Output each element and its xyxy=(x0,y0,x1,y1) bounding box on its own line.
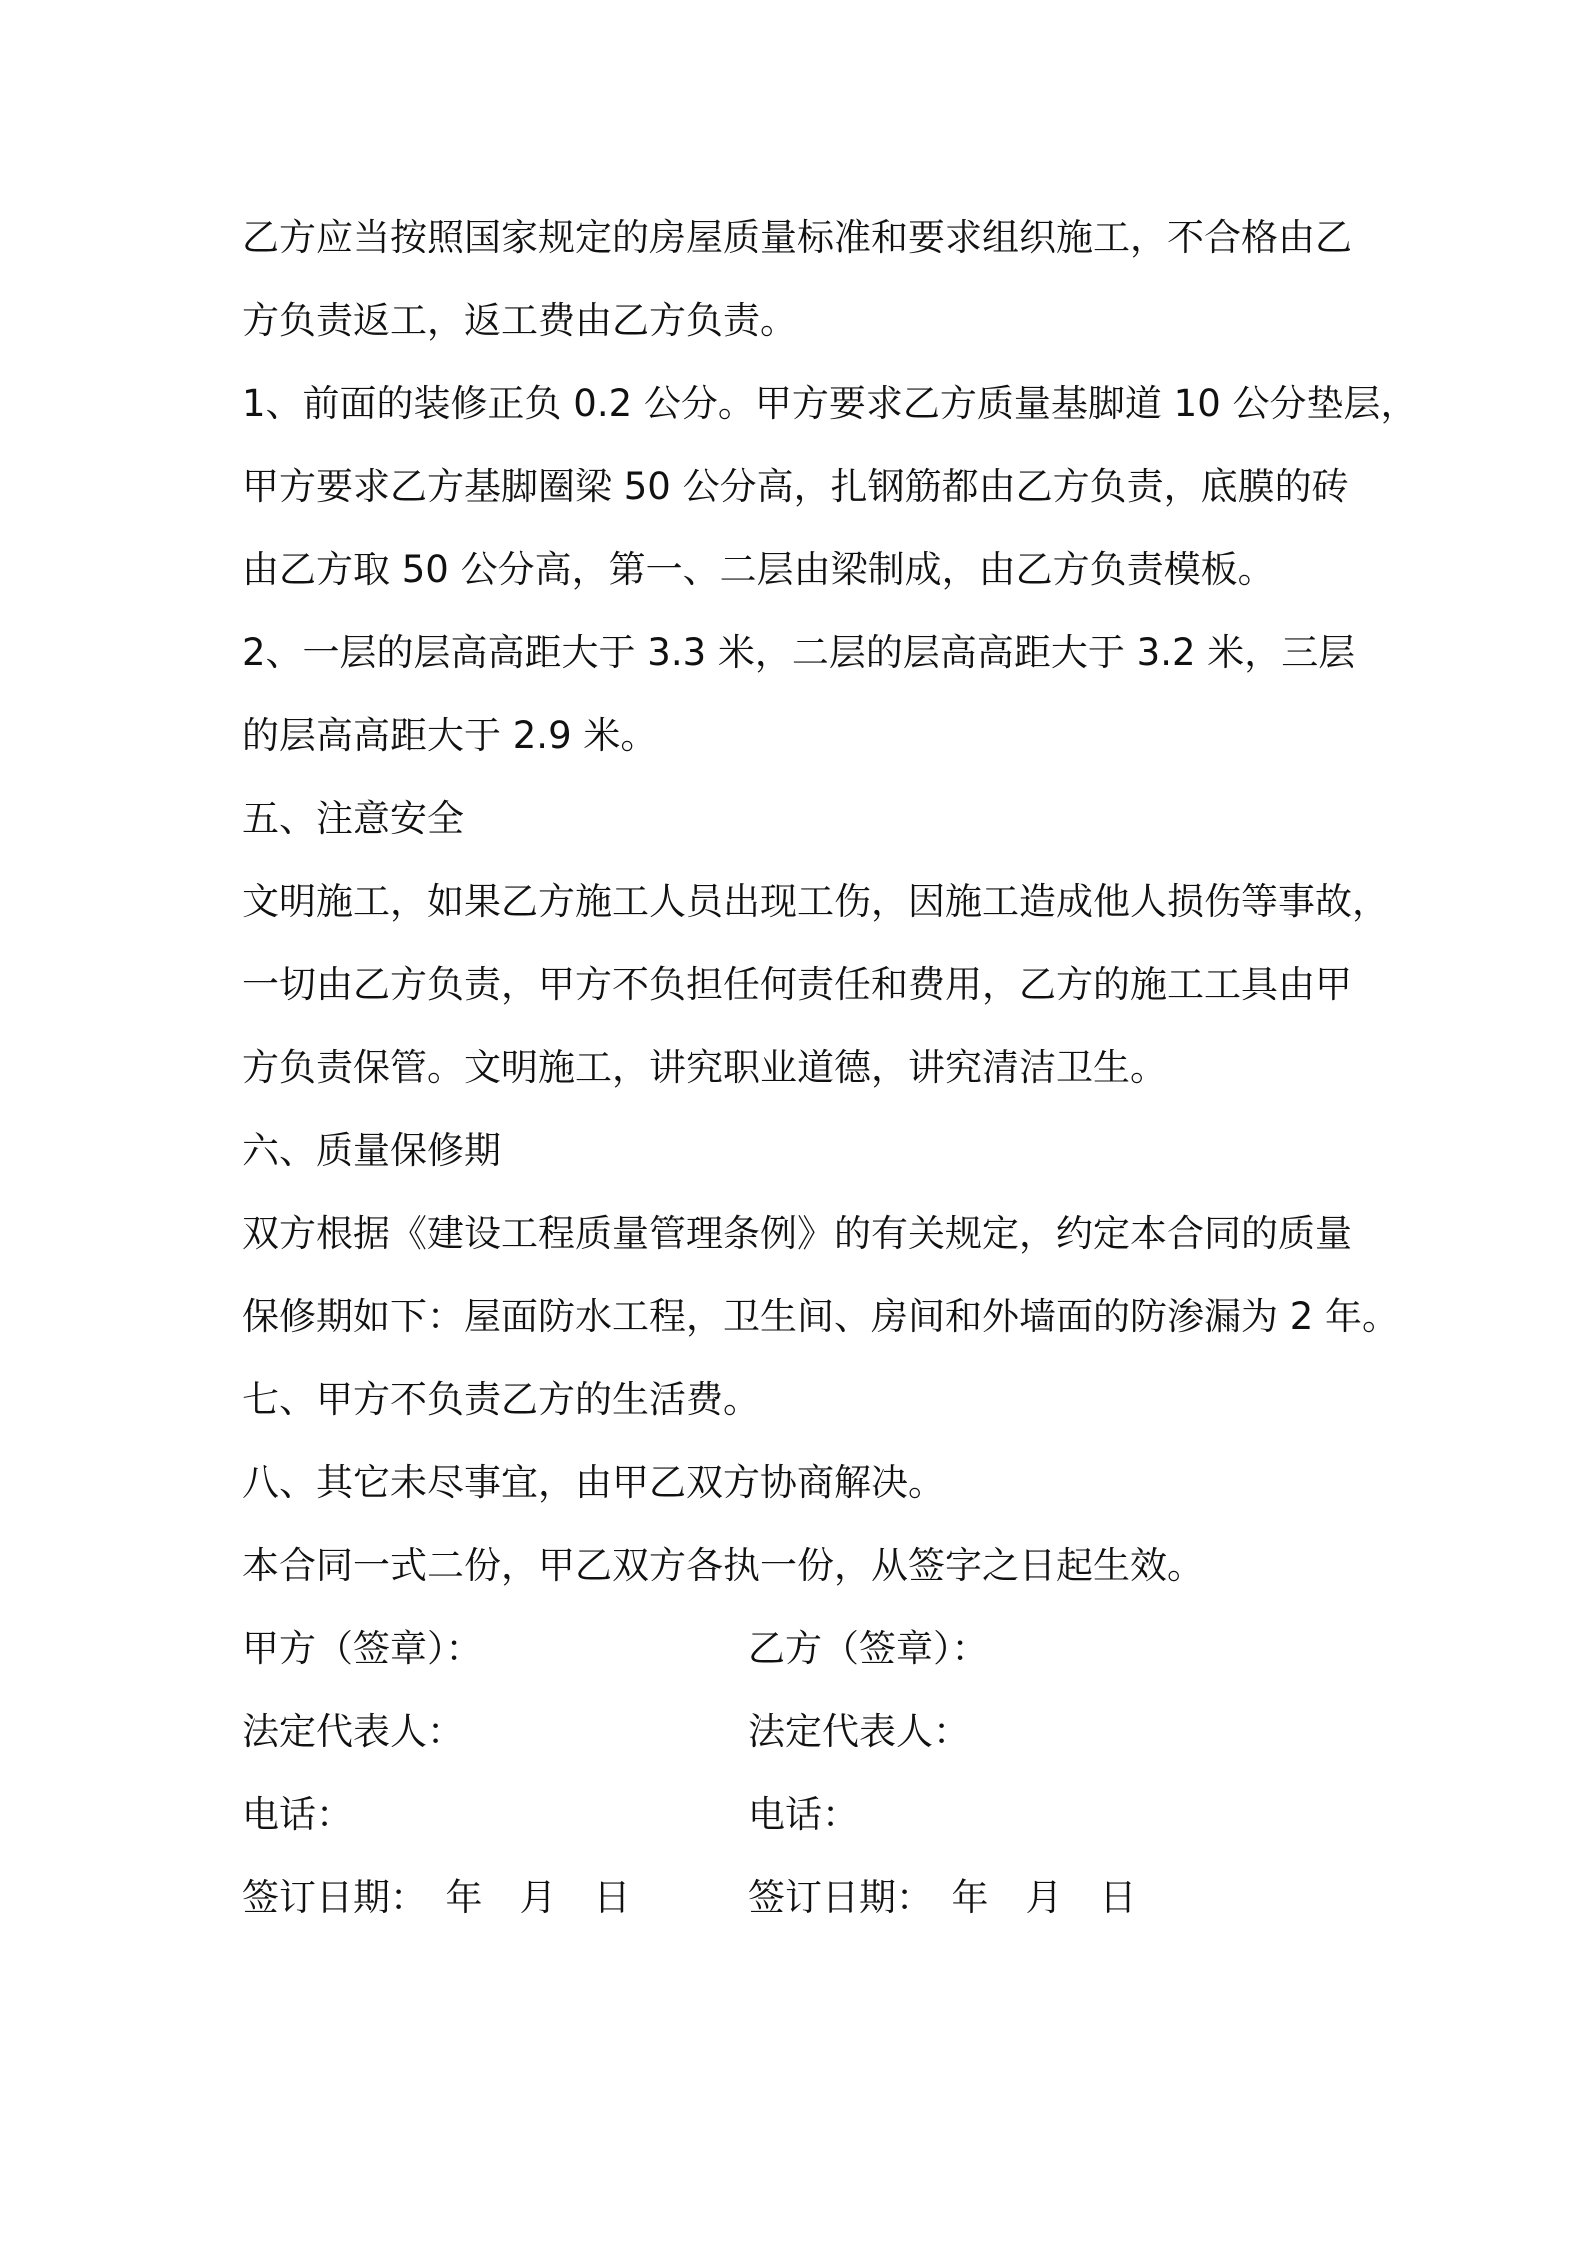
text-line: 保修期如下：屋面防水工程，卫生间、房间和外墙面的防渗漏为 2 年。 xyxy=(242,1295,1400,1338)
section-heading-warranty xyxy=(242,1109,1362,1192)
party-b-representative-label: 法定代表人： xyxy=(748,1710,970,1753)
paragraph-clause-1 xyxy=(242,362,1418,611)
paragraph-safety xyxy=(242,860,1389,1109)
signature-row-seal xyxy=(242,1607,1362,1690)
party-a-phone-label: 电话： xyxy=(242,1793,353,1836)
text-line: 方负责保管。文明施工，讲究职业道德，讲究清洁卫生。 xyxy=(242,1046,1167,1089)
section-heading: 五、注意安全 xyxy=(242,797,464,840)
text-line: 2、一层的层高高距大于 3.3 米，二层的层高高距大于 3.2 米，三层 xyxy=(242,631,1356,674)
text-line: 本合同一式二份，甲乙双方各执一份，从签字之日起生效。 xyxy=(242,1544,1204,1587)
party-b-phone-label: 电话： xyxy=(748,1793,859,1836)
text-line: 甲方要求乙方基脚圈梁 50 公分高，扎钢筋都由乙方负责，底膜的砖 xyxy=(242,465,1349,508)
party-a-seal-label: 甲方（签章）： xyxy=(242,1627,483,1670)
text-line: 由乙方取 50 公分高，第一、二层由梁制成，由乙方负责模板。 xyxy=(242,548,1275,591)
paragraph-quality-standard xyxy=(242,196,1362,362)
text-line: 双方根据《建设工程质量管理条例》的有关规定，约定本合同的质量 xyxy=(242,1212,1352,1255)
section-living-expenses xyxy=(242,1358,1362,1441)
party-b-date-label: 签订日期： 年 月 日 xyxy=(748,1876,1137,1919)
signature-row-date xyxy=(242,1856,1362,1939)
text-line: 的层高高距大于 2.9 米。 xyxy=(242,714,658,757)
paragraph-copies xyxy=(242,1524,1362,1607)
text-line: 乙方应当按照国家规定的房屋质量标准和要求组织施工，不合格由乙 xyxy=(242,216,1352,259)
paragraph-warranty xyxy=(242,1192,1400,1358)
signature-row-phone xyxy=(242,1773,1362,1856)
section-heading: 八、其它未尽事宜，由甲乙双方协商解决。 xyxy=(242,1461,945,1504)
signature-row-representative xyxy=(242,1690,1362,1773)
section-heading: 六、质量保修期 xyxy=(242,1129,501,1172)
text-line: 一切由乙方负责，甲方不负担任何责任和费用，乙方的施工工具由甲 xyxy=(242,963,1352,1006)
text-line: 方负责返工，返工费由乙方负责。 xyxy=(242,299,797,342)
party-a-date-label: 签订日期： 年 月 日 xyxy=(242,1876,631,1919)
section-heading-safety xyxy=(242,777,1362,860)
party-a-representative-label: 法定代表人： xyxy=(242,1710,464,1753)
text-line: 1、前面的装修正负 0.2 公分。甲方要求乙方质量基脚道 10 公分垫层， xyxy=(242,382,1418,425)
section-other-matters xyxy=(242,1441,1362,1524)
signature-block xyxy=(242,1607,1362,1939)
section-heading: 七、甲方不负责乙方的生活费。 xyxy=(242,1378,760,1421)
document-body xyxy=(242,196,1418,1939)
paragraph-clause-2 xyxy=(242,611,1362,777)
text-line: 文明施工，如果乙方施工人员出现工伤，因施工造成他人损伤等事故， xyxy=(242,880,1389,923)
party-b-seal-label: 乙方（签章）： xyxy=(748,1627,989,1670)
